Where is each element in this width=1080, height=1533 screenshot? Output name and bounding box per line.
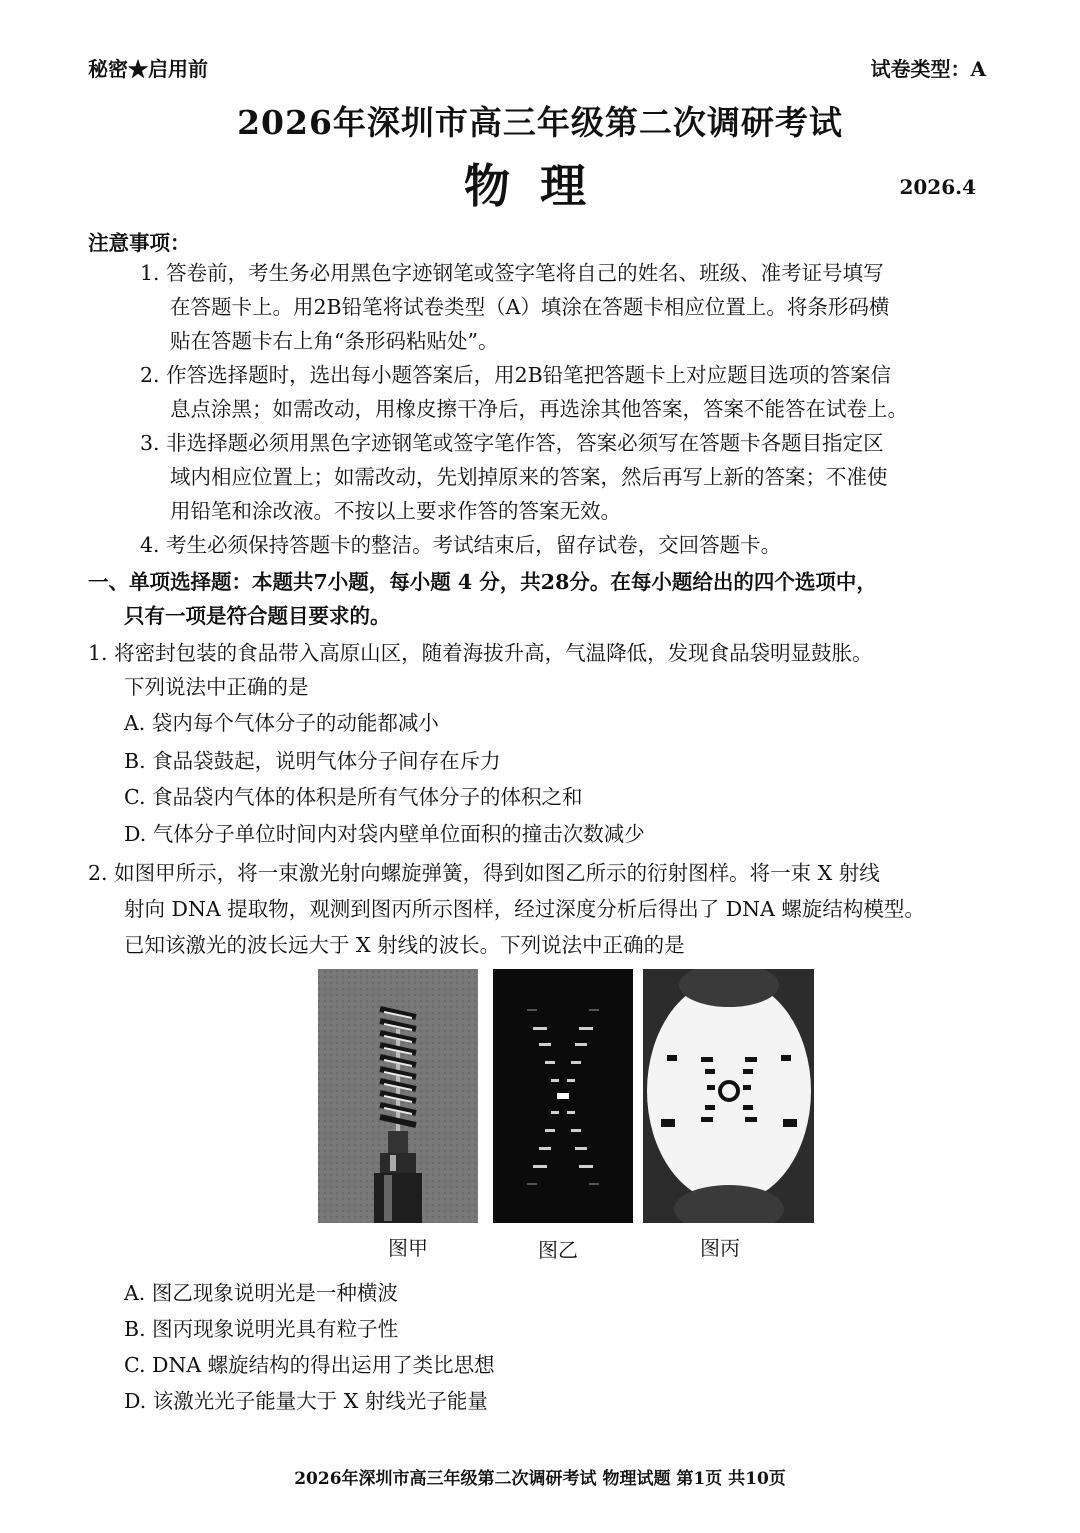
figure-caption-yi: 图乙 (538, 1238, 578, 1262)
question-1-option-c: C. 食品袋内气体的体积是所有气体分子的体积之和 (124, 785, 583, 809)
paper-type-label: 试卷类型：A (870, 57, 986, 81)
figure-bing-xray-image (643, 969, 814, 1223)
question-2-option-b: B. 图丙现象说明光具有粒子性 (124, 1317, 399, 1341)
note-line: 在答题卡上。用2B铅笔将试卷类型（A）填涂在答题卡相应位置上。将条形码横 (170, 295, 890, 319)
section-heading-cont: 只有一项是符合题目要求的。 (124, 604, 391, 628)
page-footer: 2026年深圳市高三年级第二次调研考试 物理试题 第1页 共10页 (294, 1469, 786, 1489)
note-line: 息点涂黑；如需改动，用橡皮擦干净后，再选涂其他答案，答案不能答在试卷上。 (170, 397, 908, 421)
section-heading: 一、单项选择题：本题共7小题，每小题 4 分，共28分。在每小题给出的四个选项中， (88, 570, 877, 594)
secret-label: 秘密★启用前 (88, 57, 208, 81)
note-line: 2. 作答选择题时，选出每小题答案后，用2B铅笔把答题卡上对应题目选项的答案信 (140, 363, 892, 387)
question-1-stem-cont: 下列说法中正确的是 (124, 675, 309, 699)
exam-date: 2026.4 (899, 175, 976, 199)
note-line: 4. 考生必须保持答题卡的整洁。考试结束后，留存试卷，交回答题卡。 (140, 533, 782, 557)
note-line: 域内相应位置上；如需改动，先划掉原来的答案，然后再写上新的答案；不准使 (170, 465, 888, 489)
note-line: 3. 非选择题必须用黑色字迹钢笔或签字笔作答，答案必须写在答题卡各题目指定区 (140, 431, 884, 455)
note-line: 贴在答题卡右上角“条形码粘贴处”。 (170, 329, 499, 353)
question-1-option-a: A. 袋内每个气体分子的动能都减小 (124, 711, 439, 735)
subject-title: 物理 (464, 159, 616, 213)
question-1-stem: 1. 将密封包装的食品带入高原山区，随着海拔升高，气温降低，发现食品袋明显鼓胀。 (88, 641, 873, 665)
question-1-option-b: B. 食品袋鼓起，说明气体分子间存在斥力 (124, 749, 501, 773)
question-2-option-a: A. 图乙现象说明光是一种横波 (124, 1281, 398, 1305)
figure-caption-jia: 图甲 (388, 1236, 428, 1260)
question-2-option-c: C. DNA 螺旋结构的得出运用了类比思想 (124, 1353, 495, 1377)
figure-yi-diffraction-image (493, 969, 633, 1223)
question-1-option-d: D. 气体分子单位时间内对袋内壁单位面积的撞击次数减少 (124, 822, 645, 846)
note-line: 用铅笔和涂改液。不按以上要求作答的答案无效。 (170, 499, 621, 523)
note-line: 1. 答卷前，考生务必用黑色字迹钢笔或签字笔将自己的姓名、班级、准考证号填写 (140, 261, 884, 285)
figure-jia-spring-image (318, 969, 478, 1223)
question-2-stem: 2. 如图甲所示，将一束激光射向螺旋弹簧，得到如图乙所示的衍射图样。将一束 X 射线 (88, 861, 880, 885)
exam-title: 2026年深圳市高三年级第二次调研考试 (237, 103, 843, 142)
question-2-option-d: D. 该激光光子能量大于 X 射线光子能量 (124, 1389, 488, 1413)
question-2-stem-cont: 已知该激光的波长远大于 X 射线的波长。下列说法中正确的是 (124, 933, 685, 957)
figure-caption-bing: 图丙 (700, 1236, 740, 1260)
question-2-stem-cont: 射向 DNA 提取物，观测到图丙所示图样，经过深度分析后得出了 DNA 螺旋结构模型。 (124, 897, 925, 921)
notes-heading: 注意事项： (88, 231, 191, 255)
